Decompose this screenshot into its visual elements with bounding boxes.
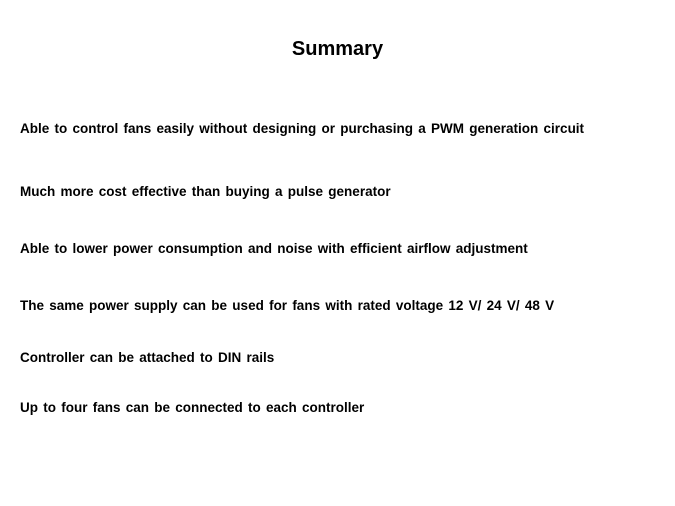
- summary-item-cost-effective: Much more cost effective than buying a pulse generator: [20, 184, 391, 199]
- summary-item-pwm-control: Able to control fans easily without designing or purchasing a PWM generation circuit: [20, 121, 585, 136]
- summary-item-power-supply: The same power supply can be used for fans with rated voltage 12 V/ 24 V/ 48 V: [20, 298, 555, 313]
- slide-title: Summary: [291, 38, 384, 60]
- summary-item-four-fans: Up to four fans can be connected to each controller: [20, 400, 365, 415]
- summary-item-power-noise: Able to lower power consumption and noise with efficient airflow adjustment: [20, 241, 528, 256]
- summary-item-din-rails: Controller can be attached to DIN rails: [20, 350, 275, 365]
